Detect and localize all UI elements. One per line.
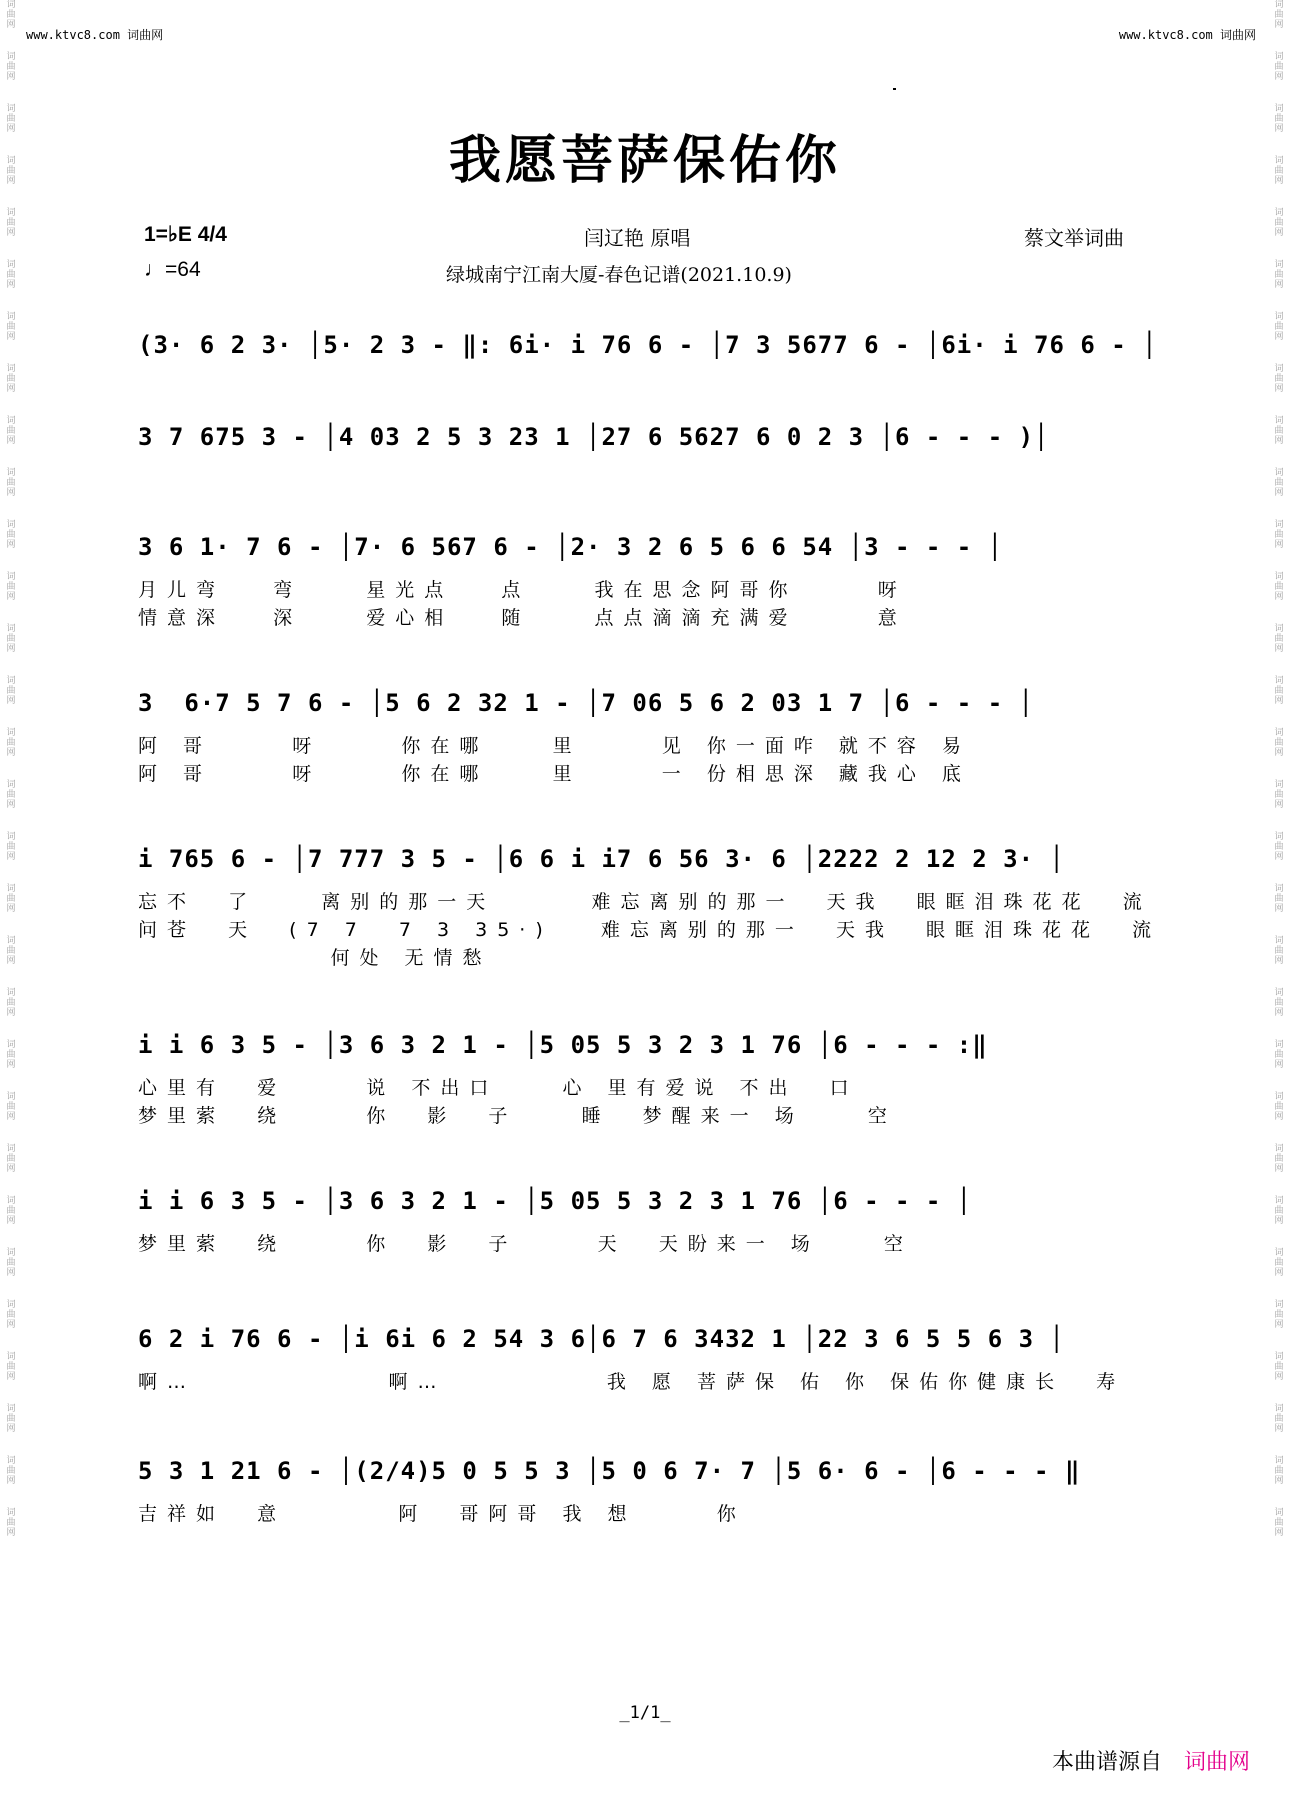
source-label: 本曲谱源自 — [1051, 1750, 1162, 1775]
watermark-text: 词 曲 网 — [6, 1404, 16, 1434]
watermark-text: 词 曲 网 — [1274, 832, 1284, 862]
watermark-text: 词 曲 网 — [1274, 1508, 1284, 1538]
watermark-text: 词 曲 网 — [1274, 416, 1284, 446]
notation-line: (3· 6 2 3· │5· 2 3 - ‖: 6i· i 76 6 - │7 3 5677 6 - │6i· i 76 6 - │ — [138, 331, 1158, 359]
notation-line: 6 2 i 76 6 - │i 6i 6 2 54 3 6│6 7 6 3432 1 │22 3 6 5 5 6 3 │ — [138, 1325, 1065, 1353]
watermark-text: 词 曲 网 — [1274, 572, 1284, 602]
notation-line: i i 6 3 5 - │3 6 3 2 1 - │5 05 5 3 2 3 1 76 │6 - - - │ — [138, 1187, 973, 1215]
lyric-line: 忘不 了 离别的那一天 难忘离别的那一 天我 眼眶泪珠花花 流 — [138, 891, 1152, 913]
watermark-text: 词 曲 网 — [1274, 936, 1284, 966]
watermark-text: 词 曲 网 — [1274, 364, 1284, 394]
watermark-side-left — [0, 0, 22, 1804]
watermark-text: 词 曲 网 — [1274, 104, 1284, 134]
song-title: 我愿菩萨保佑你 — [448, 130, 841, 191]
watermark-text: 词 曲 网 — [6, 936, 16, 966]
watermark-text: 词 曲 网 — [1274, 1456, 1284, 1486]
lyric-line: 啊… 啊… 我 愿 菩萨保 佑 你 保佑你健康长 寿 — [138, 1371, 1126, 1393]
watermark-text: 词 曲 网 — [1274, 52, 1284, 82]
notation-line: i i 6 3 5 - │3 6 3 2 1 - │5 05 5 3 2 3 1 76 │6 - - - :‖ — [138, 1031, 988, 1059]
watermark-text: 词 曲 网 — [6, 832, 16, 862]
watermark-text: 词 曲 网 — [1274, 156, 1284, 186]
score-row — [138, 842, 1162, 972]
lyric-line: 月儿弯 弯 星光点 点 我在思念阿哥你 呀 — [138, 579, 907, 601]
watermark-text: 词 曲 网 — [6, 780, 16, 810]
watermark-text: 词 曲 网 — [1274, 0, 1284, 30]
watermark-text: 词 曲 网 — [6, 0, 16, 30]
watermark-text: 词 曲 网 — [1274, 260, 1284, 290]
lyric-line: 梦里萦 绕 你 影 子 睡 梦醒来一 场 空 — [138, 1105, 897, 1127]
watermark-text: 词 曲 网 — [6, 468, 16, 498]
watermark-text: 词 曲 网 — [1274, 780, 1284, 810]
watermark-text: 词 曲 网 — [1274, 676, 1284, 706]
notation-line: 3 6·7 5 7 6 - │5 6 2 32 1 - │7 06 5 6 2 03 1 7 │6 - - - │ — [138, 689, 1035, 717]
watermark-text: 词 曲 网 — [1274, 1092, 1284, 1122]
watermark-text: 词 曲 网 — [6, 520, 16, 550]
score-row — [138, 420, 1153, 454]
key-signature: 1=♭E 4/4 — [144, 223, 227, 246]
lyric-line: 梦里萦 绕 你 影 子 天 天盼来一 场 空 — [138, 1233, 913, 1255]
watermark-text: 词 曲 网 — [1274, 1300, 1284, 1330]
notation-line: 3 6 1· 7 6 - │7· 6 567 6 - │2· 3 2 6 5 6 6 54 │3 - - - │ — [138, 533, 1004, 561]
site-url-right: www.ktvc8.com 词曲网 — [1118, 28, 1256, 42]
watermark-text: 词 曲 网 — [6, 1092, 16, 1122]
watermark-text: 词 曲 网 — [6, 156, 16, 186]
lyric-line: 问苍 天 (7 7 7 3 35·) 难忘离别的那一 天我 眼眶泪珠花花 流 — [138, 919, 1162, 941]
notation-line: i 765 6 - │7 777 3 5 - │6 6 i i7 6 56 3· 6 │2222 2 12 2 3· │ — [138, 845, 1065, 873]
watermark-text: 词 曲 网 — [1274, 1196, 1284, 1226]
watermark-text: 词 曲 网 — [1274, 1248, 1284, 1278]
watermark-text: 词 曲 网 — [6, 572, 16, 602]
watermark-text: 词 曲 网 — [6, 884, 16, 914]
watermark-text: 词 曲 网 — [1274, 624, 1284, 654]
watermark-text: 词 曲 网 — [6, 1352, 16, 1382]
watermark-text: 词 曲 网 — [1274, 728, 1284, 758]
watermark-text: 词 曲 网 — [1274, 208, 1284, 238]
stray-mark — [893, 88, 896, 90]
watermark-text: 词 曲 网 — [6, 312, 16, 342]
notation-credit: 绿城南宁江南大厦-春色记谱(2021.10.9) — [446, 264, 792, 286]
watermark-text: 词 曲 网 — [6, 104, 16, 134]
score-row — [138, 1322, 1153, 1396]
watermark-text: 词 曲 网 — [6, 416, 16, 446]
watermark-text: 词 曲 网 — [1274, 1352, 1284, 1382]
source-brand: 词曲网 — [1183, 1750, 1250, 1775]
lyric-line: 何处 无情愁 — [138, 947, 492, 969]
lyric-line: 吉祥如 意 阿 哥阿哥 我 想 你 — [138, 1503, 746, 1525]
watermark-text: 词 曲 网 — [6, 1248, 16, 1278]
score-row — [138, 328, 1158, 362]
notation-line: 3 7 675 3 - │4 03 2 5 3 23 1 │27 6 5627 6 0 2 3 │6 - - - )│ — [138, 423, 1050, 451]
watermark-text: 词 曲 网 — [1274, 312, 1284, 342]
watermark-text: 词 曲 网 — [1274, 1040, 1284, 1070]
score-row — [138, 530, 1153, 632]
watermark-text: 词 曲 网 — [6, 208, 16, 238]
source-credit — [1052, 1745, 1250, 1776]
watermark-text: 词 曲 网 — [1274, 1404, 1284, 1434]
score-row — [138, 1184, 1153, 1258]
score-row — [138, 686, 1153, 788]
score-row — [138, 1028, 1153, 1130]
watermark-text: 词 曲 网 — [6, 1144, 16, 1174]
tempo-marking: ♩=64 — [144, 258, 201, 281]
original-singer: 闫辽艳 原唱 — [584, 226, 691, 250]
watermark-text: 词 曲 网 — [6, 676, 16, 706]
watermark-text: 词 曲 网 — [6, 728, 16, 758]
score-row — [138, 1454, 1153, 1528]
watermark-text: 词 曲 网 — [1274, 520, 1284, 550]
watermark-text: 词 曲 网 — [6, 1456, 16, 1486]
watermark-text: 词 曲 网 — [6, 1508, 16, 1538]
watermark-text: 词 曲 网 — [1274, 988, 1284, 1018]
watermark-text: 词 曲 网 — [6, 1196, 16, 1226]
watermark-text: 词 曲 网 — [1274, 884, 1284, 914]
watermark-text: 词 曲 网 — [6, 624, 16, 654]
watermark-text: 词 曲 网 — [6, 988, 16, 1018]
lyricist-composer: 蔡文举词曲 — [1024, 226, 1124, 250]
lyric-line: 阿 哥 呀 你在哪 里 一 份相思深 藏我心 底 — [138, 763, 971, 785]
watermark-text: 词 曲 网 — [1274, 1144, 1284, 1174]
watermark-text: 词 曲 网 — [6, 260, 16, 290]
page-number: _1/1_ — [619, 1703, 671, 1723]
watermark-side-right — [1268, 0, 1290, 1804]
notation-line: 5 3 1 21 6 - │(2/4)5 0 5 5 3 │5 0 6 7· 7 │5 6· 6 - │6 - - - ‖ — [138, 1457, 1081, 1485]
site-url-left: www.ktvc8.com 词曲网 — [26, 28, 164, 42]
lyric-line: 阿 哥 呀 你在哪 里 见 你一面咋 就不容 易 — [138, 735, 971, 757]
watermark-text: 词 曲 网 — [6, 1040, 16, 1070]
watermark-text: 词 曲 网 — [1274, 468, 1284, 498]
lyric-line: 心里有 爱 说 不出口 心 里有爱说 不出 口 — [138, 1077, 859, 1099]
watermark-text: 词 曲 网 — [6, 364, 16, 394]
lyric-line: 情意深 深 爱心相 随 点点滴滴充满爱 意 — [138, 607, 907, 629]
watermark-text: 词 曲 网 — [6, 52, 16, 82]
watermark-text: 词 曲 网 — [6, 1300, 16, 1330]
